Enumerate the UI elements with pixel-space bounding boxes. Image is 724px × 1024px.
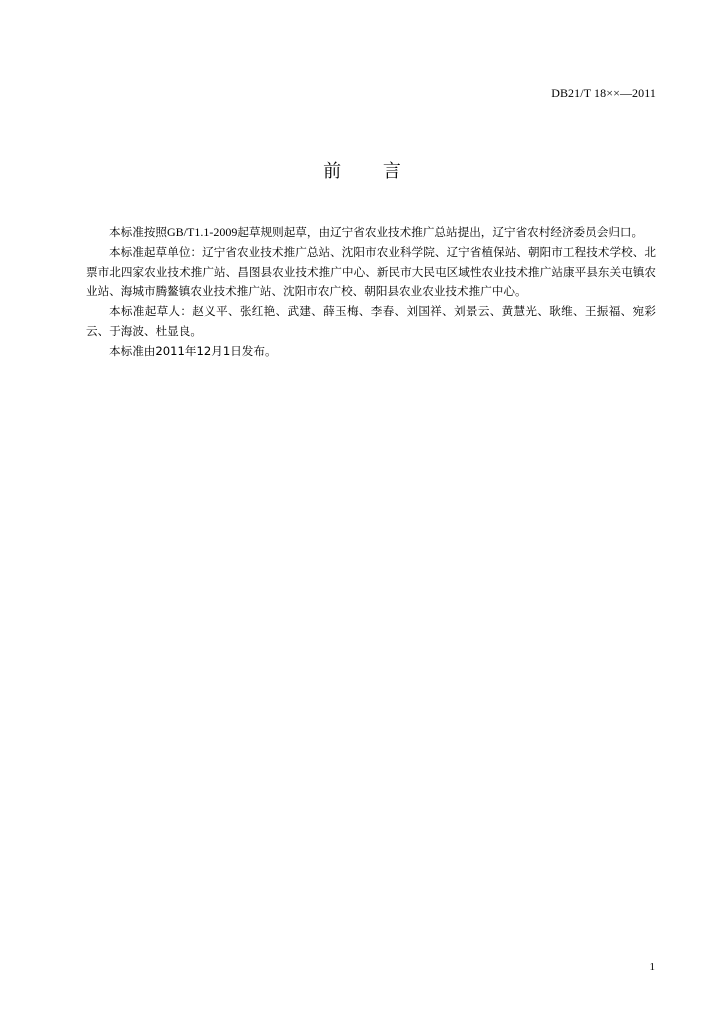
page-title: 前 言 <box>323 161 419 182</box>
paragraph-proposer-text-a: 本标准按照 <box>109 225 167 239</box>
paragraph-proposer <box>86 223 656 243</box>
foreword-body <box>86 223 656 362</box>
paragraph-proposer-standard-ref: GB/T1.1-2009 <box>166 225 238 239</box>
page-number: 1 <box>649 961 655 973</box>
paragraph-proposer-text-c: 起草规则起草，由辽宁省农业技术推广总站提出，辽宁省农村经济委员会归口。 <box>237 225 644 239</box>
paragraph-release-date: 本标准由2011年12月1日发布。 <box>109 343 277 358</box>
paragraph-drafting-units: 本标准起草单位：辽宁省农业技术推广总站、沈阳市农业科学院、辽宁省植保站、朝阳市工程技术学校、北票市北四家农业技术推广站、昌图县农业技术推广中心、新民市大民屯区域性农业技术推广站康平县东关屯镇农业站、海城市腾鳌镇农业技术推广站、沈阳市农广校、朝阳县农业农业技术推广中心。 <box>86 244 656 299</box>
standard-code: DB21/T 18××—2011 <box>551 86 656 100</box>
paragraph-drafters: 本标准起草人：赵义平、张红艳、武建、薛玉梅、李春、刘国祥、刘景云、黄慧光、耿维、王振福、宛彩云、于海波、杜显良。 <box>86 304 656 338</box>
